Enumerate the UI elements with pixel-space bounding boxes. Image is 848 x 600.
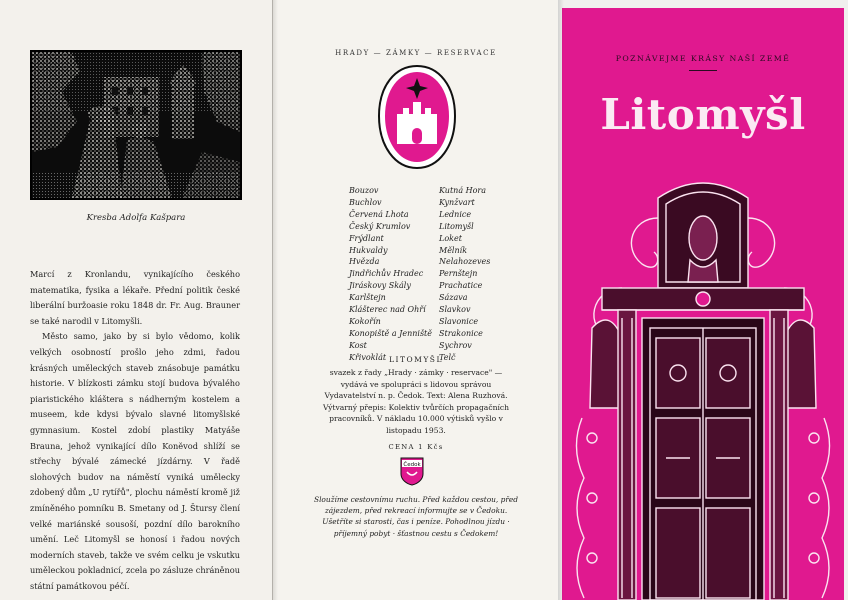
price-label: CENA 1 Kčs — [388, 443, 444, 451]
castle-list-left — [349, 185, 432, 364]
cover-title: Litomyšl — [600, 90, 806, 139]
colophon-text: svazek z řady „Hrady · zámky · reservace" — vydává ve spolupráci s lidovou správou Vydavatelství n. p. Čedok. Text: Alena Ruzhová. Výtvarný přepis: Kolektiv tvůrčích propagačních pracovníků. V nákladu 10.000 výtisků vyšlo v listopadu 1953. — [322, 368, 510, 435]
castle-list-item: Bouzov — [349, 186, 379, 195]
castle-list-item: Hvězda — [349, 257, 380, 267]
castle-list-item: Sychrov — [439, 340, 472, 350]
castle-list-item: Konopiště a Jenniště — [349, 328, 432, 338]
engraving-illustration — [30, 50, 242, 200]
illustration-caption: Kresba Adolfa Kašpara — [86, 213, 186, 223]
paragraph: Město samo, jako by si bylo vědomo, kolik velkých osobností prošlo jeho zdmi, řadou krásných uměleckých staveb znásobuje památku historie. V blízkosti zámku stojí budova bývalého piaristického kláštera s nádherným kostelem a museem, kde kdysi bývalo slavné litomyšlské gymnasium. Kostel zdobí plastiky Matyáše Brauna, jehož vynikající dílo Konĕvod shlíží se střechy bývalé zámecké jízdárny. V řadě slohových budov na náměstí vyniká umělecky zdobený dům „U rytířů", plochu náměstí kromě již zmíněného pomníku B. Smetany od J. Štursy člení velké mariánské sousoší, pozdní dílo barokního umění. Leč Litomyšl se honosí i řadou nových moderních staveb, takže ve svém celku je vskutku uměleckou pokladnicí, zcela po zásluze chráněnou státní památkovou péčí. — [30, 331, 240, 591]
castle-list-item: Lednice — [439, 209, 472, 219]
castle-list-item: Slavonice — [439, 316, 479, 326]
booklet-title: LITOMYŠL — [389, 355, 443, 364]
castle-list-item: Jindřichův Hradec — [349, 269, 424, 279]
castle-list-item: Buchlov — [349, 197, 382, 207]
castle-list-right — [439, 185, 490, 364]
cover-subtitle: POZNÁVEJME KRÁSY NAŠÍ ZEMĚ — [615, 54, 791, 63]
castle-list-item: Kynžvart — [439, 197, 475, 207]
middle-panel — [272, 0, 558, 600]
castle-list-item: Telč — [439, 352, 456, 362]
paragraph: Marcí z Kronlandu, vynikajícího českého matematika, fysika a lékaře. Přední politik české liberální buržoasie roku 1848 dr. Fr. Aug. Brauner se také narodil v Litomyšli. — [30, 269, 240, 326]
castle-list-item: Frýdlant — [349, 233, 384, 243]
left-panel — [0, 0, 272, 600]
castle-list-item: Klášterec nad Ohří — [349, 305, 426, 315]
castle-list-item: Kost — [349, 340, 367, 350]
cedok-logo-icon — [399, 456, 425, 486]
series-header: HRADY — ZÁMKY — RESERVACE — [335, 49, 497, 57]
castle-list-item: Hukvaldy — [349, 245, 388, 255]
castle-list-item: Mělník — [439, 245, 468, 255]
castle-list-item: Karlštejn — [349, 293, 386, 303]
cover-background — [562, 8, 844, 600]
castle-list-item: Pernštejn — [439, 269, 478, 279]
cedok-slogan: Sloužíme cestovnímu ruchu. Před každou cestou, před zájezdem, před rekreací informujte se v Čedoku. Ušetříte si starosti, čas i peníze. Pohodlnou jízdu · příjemný pobyt · šťastnou cestu s Čedokem! — [314, 495, 518, 538]
castle-list-item: Český Krumlov — [349, 221, 411, 231]
castle-list-item: Nelahozeves — [439, 257, 491, 267]
subtitle-divider — [689, 70, 717, 71]
castle-list-item: Litomyšl — [439, 221, 474, 231]
cedok-logo-text: Čedok — [403, 462, 421, 468]
castle-list-item: Prachatice — [439, 281, 483, 291]
castle-list-item: Strakonice — [439, 328, 483, 338]
cover-panel — [558, 0, 848, 600]
castle-list-item: Slavkov — [439, 305, 471, 315]
fold-shadow — [558, 0, 564, 600]
castle-list-item: Červená Lhota — [349, 209, 409, 219]
fold-shadow — [272, 0, 278, 600]
castle-list-item: Kokořín — [349, 316, 381, 326]
castle-list-item: Kutná Hora — [439, 186, 487, 195]
castle-list-item: Sázava — [439, 293, 468, 303]
castle-list-item: Jiráskovy Skály — [349, 281, 411, 291]
castle-list-item: Křivoklát — [349, 352, 387, 362]
castle-emblem-icon — [377, 64, 457, 170]
castle-list-item: Loket — [439, 233, 462, 243]
history-text — [30, 267, 240, 594]
baroque-portal-illustration — [562, 178, 844, 600]
